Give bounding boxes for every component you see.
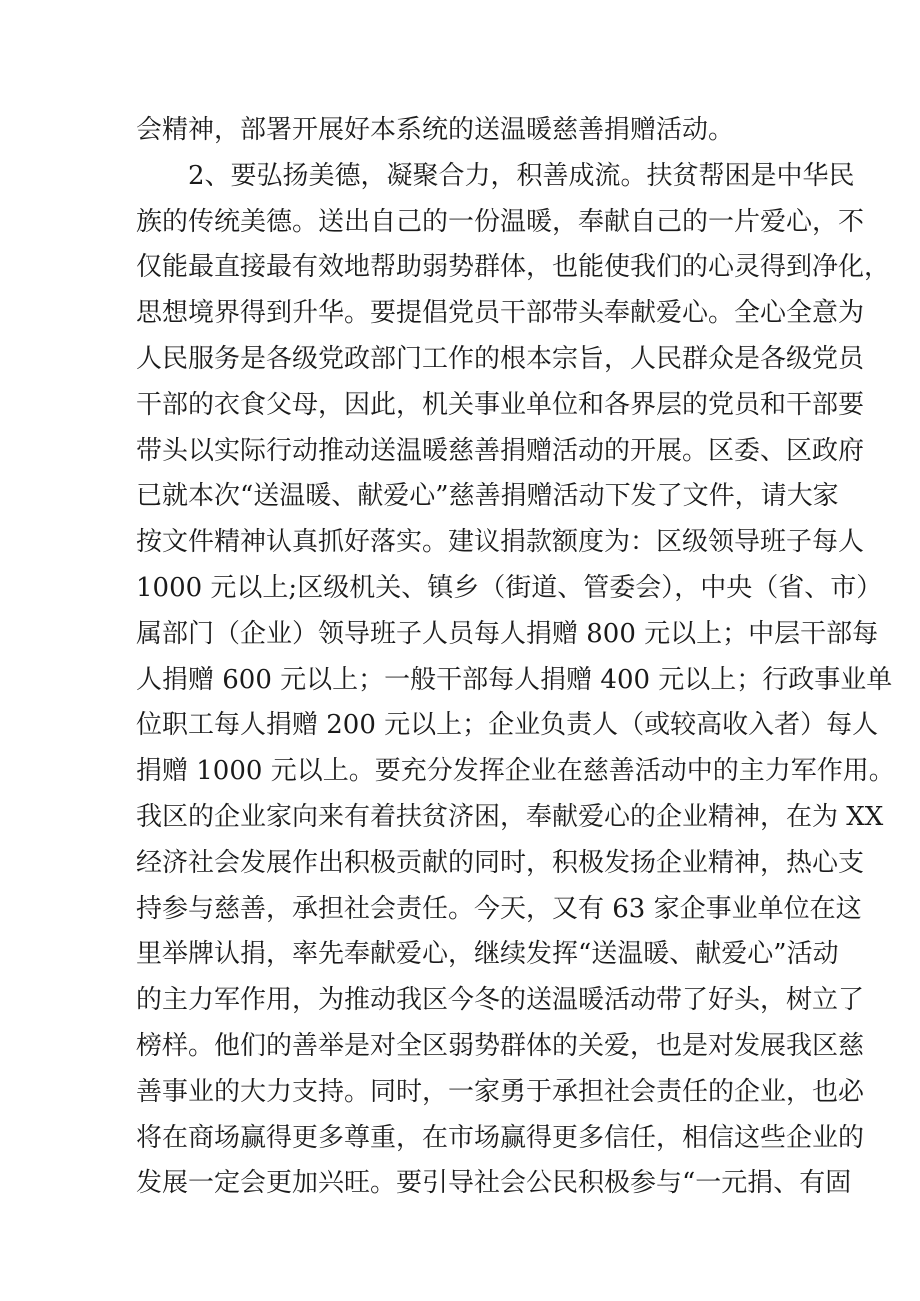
text-line: 人捐赠 600 元以上；一般干部每人捐赠 400 元以上；行政事业单 xyxy=(136,664,893,695)
text-line: 经济社会发展作出积极贡献的同时，积极发扬企业精神，热心支 xyxy=(136,847,865,878)
text-line: 已就本次“送温暖、献爱心”慈善捐赠活动下发了文件，请大家 xyxy=(136,481,839,512)
text-line: 1000 元以上;区级机关、镇乡（街道、管委会），中央（省、市） xyxy=(136,572,883,603)
text-line: 仅能最直接最有效地帮助弱势群体，也能使我们的心灵得到净化， xyxy=(136,252,891,283)
text-line: 里举牌认捐，率先奉献爱心，继续发挥“送温暖、献爱心”活动 xyxy=(136,939,839,970)
text-line: 带头以实际行动推动送温暖慈善捐赠活动的开展。区委、区政府 xyxy=(136,435,865,466)
paragraph-start-line: 2、要弘扬美德，凝聚合力，积善成流。扶贫帮困是中华民 xyxy=(188,160,855,191)
text-line: 的主力军作用，为推动我区今冬的送温暖活动带了好头，树立了 xyxy=(136,985,865,1016)
text-line: 发展一定会更加兴旺。要引导社会公民积极参与“一元捐、有固 xyxy=(136,1168,852,1199)
text-line: 我区的企业家向来有着扶贫济困，奉献爱心的企业精神，在为 XX xyxy=(136,801,884,832)
body-text xyxy=(136,108,895,1207)
text-line: 人民服务是各级党政部门工作的根本宗旨，人民群众是各级党员 xyxy=(136,343,865,374)
text-line: 属部门（企业）领导班子人员每人捐赠 800 元以上；中层干部每 xyxy=(136,618,879,649)
text-line: 榜样。他们的善举是对全区弱势群体的关爱，也是对发展我区慈 xyxy=(136,1030,865,1061)
text-line: 族的传统美德。送出自己的一份温暖，奉献自己的一片爱心，不 xyxy=(136,206,865,237)
text-line: 干部的衣食父母，因此，机关事业单位和各界层的党员和干部要 xyxy=(136,389,865,420)
text-line: 善事业的大力支持。同时，一家勇于承担社会责任的企业，也必 xyxy=(136,1076,865,1107)
text-line: 思想境界得到升华。要提倡党员干部带头奉献爱心。全心全意为 xyxy=(136,298,865,329)
text-line: 位职工每人捐赠 200 元以上；企业负责人（或较高收入者）每人 xyxy=(136,710,879,741)
text-line: 会精神，部署开展好本系统的送温暖慈善捐赠活动。 xyxy=(136,115,735,145)
text-line: 捐赠 1000 元以上。要充分发挥企业在慈善活动中的主力军作用。 xyxy=(136,756,895,787)
text-line: 将在商场赢得更多尊重，在市场赢得更多信任，相信这些企业的 xyxy=(136,1122,865,1153)
text-line: 按文件精神认真抓好落实。建议捐款额度为：区级领导班子每人 xyxy=(136,527,865,558)
text-line: 持参与慈善，承担社会责任。今天，又有 63 家企事业单位在这 xyxy=(136,893,862,924)
